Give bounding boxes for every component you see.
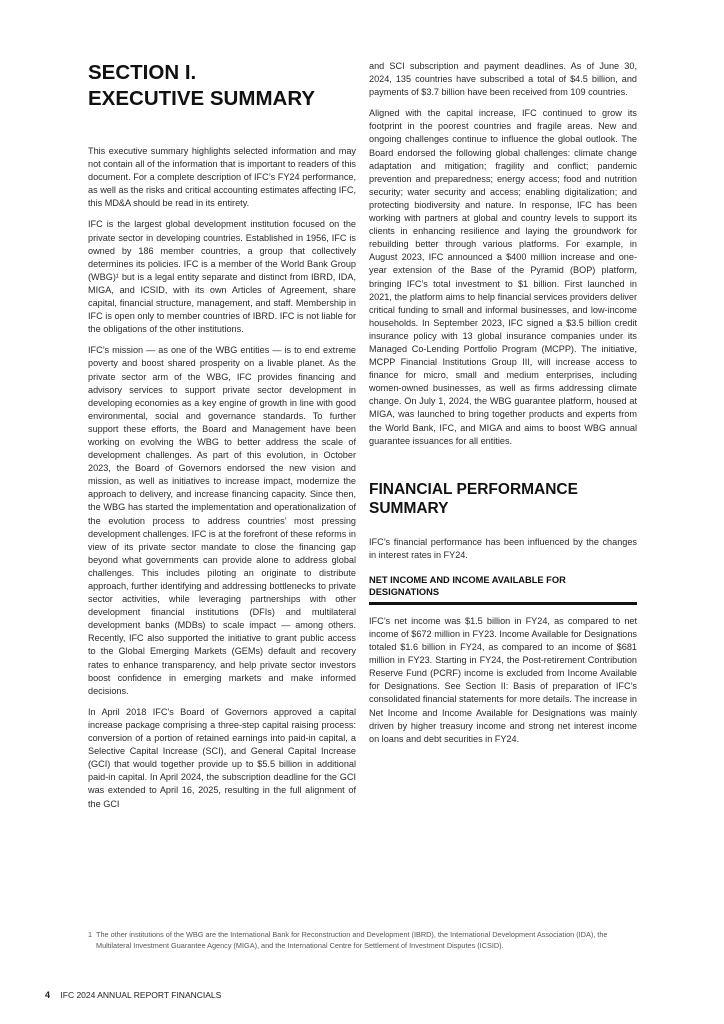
mission-paragraph: IFC’s mission — as one of the WBG entities — is to end extreme poverty and boost shared prosperity on a livable planet. As the private sector arm of the WBG, IFC provides financing and advisory services to support private sector development in developing economies as a key engine of growth in line with good environmental, social and governance standards. To further support these efforts, the Board and Management have been working on evolving the WBG to better address the scale of development challenges. As part of this evolution, in October 2023, the Board of Governors endorsed the new vision and mission, as well as initiatives to increase impact, modernize the approach to delivery, and increase financing capacity. Since then, the WBG has started the implementation and operationalization of the evolution process to address countries’ most pressing development challenges. IFC is at the forefront of these reforms in view of its private sector mandate to close the financing gap beyond what governments can provide alone to address global challenges. This includes piloting an originate to distribute approach, further identifying and addressing bottlenecks to private sector activities, while leveraging partnerships with other development financial institutions (DFIs) and multilateral development banks (MDBs) to scale impact — among others. Recently, IFC also supported the initiative to grant public access to the Global Emerging Markets (GEMs) default and recovery rates to enhance transparency, and help private sector investors boost confidence in emerging markets and make informed decisions. (88, 345, 356, 696)
net-income-heading (369, 574, 637, 605)
ifc-overview-paragraph: IFC is the largest global development institution focused on the private sector in developing countries. Established in 1956, IFC is owned by 186 member countries, a group that collectively determines its policies. IFC is a member of the World Bank Group (WBG)¹ but is a legal entity separate and distinct from IBRD, IDA, MIGA, and ICSID, with its own Articles of Agreement, share capital, financial structure, management, and staff. Membership in IFC is open only to member countries of IBRD. IFC is not liable for the obligations of the other institutions. (88, 219, 356, 335)
page-footer (45, 990, 221, 1000)
net-income-heading-line2: DESIGNATIONS (369, 587, 440, 598)
capital-increase-paragraph: In April 2018 IFC’s Board of Governors approved a capital increase package comprising a three-step capital raising process: conversion of a portion of retained earnings into paid-in capital, a Selective Capital Increase (SCI), and General Capital Increase (GCI) that would together provide up to $5.5 billion in additional paid-in capital. In April 2024, the subscription deadline for the GCI was extended to April 16, 2025, resulting in the full alignment of the GCI (88, 706, 356, 809)
net-income-heading-line1: NET INCOME AND INCOME AVAILABLE FOR (369, 574, 566, 585)
financial-performance-heading-line2: SUMMARY (369, 499, 449, 517)
financial-performance-heading-line1: FINANCIAL PERFORMANCE (369, 480, 578, 498)
capital-increase-continued-paragraph: and SCI subscription and payment deadlines. As of June 30, 2024, 135 countries have subscribed a total of $4.5 billion, and payments of $3.7 billion have been received from 109 countries. (369, 61, 637, 98)
footnote-text: The other institutions of the WBG are the International Bank for Reconstruction and Development (IBRD), the International Development Association (IDA), the Multilateral Investment Guarantee Agency (MIGA), and the International Centre for Settlement of Investment Disputes (ICSID). (96, 930, 608, 950)
section-title (88, 60, 356, 112)
financial-performance-heading (369, 480, 637, 518)
right-column (369, 60, 637, 754)
net-income-paragraph: IFC’s net income was $1.5 billion in FY24, as compared to net income of $672 million in FY23. Income Available for Designations totaled $1.6 billion in FY24, as compared to an income of $681 million in FY23. Starting in FY24, the Post-retirement Contribution Reserve Fund (PCRF) income is excluded from Income Available for Designations. See Section II: Basis of preparation of IFC’s consolidated financial statements for more details. The increase in Net Income and Income Available for Designations was mainly driven by higher treasury income and strong net interest income on loans and debt securities in FY24. (369, 615, 637, 744)
footnote-marker: 1 (88, 930, 93, 939)
footnote (88, 929, 628, 951)
section-title-line2: EXECUTIVE SUMMARY (88, 87, 316, 110)
left-column (88, 60, 356, 819)
publication-title: IFC 2024 ANNUAL REPORT FINANCIALS (60, 990, 222, 1000)
section-title-line1: SECTION I. (88, 61, 197, 84)
financial-performance-intro: IFC’s financial performance has been influenced by the changes in interest rates in FY24. (369, 536, 637, 560)
intro-paragraph: This executive summary highlights selected information and may not contain all of the information that is important to readers of this document. For a complete description of IFC’s FY24 performance, as well as the risks and critical accounting estimates affecting IFC, this MD&A should be read in its entirety. (88, 146, 356, 209)
page-number: 4 (45, 990, 51, 1000)
global-challenges-paragraph: Aligned with the capital increase, IFC continued to grow its footprint in the poorest countries and fragile areas. New and ongoing challenges continue to influence the global outlook. The Board endorsed the following global challenges: climate change adaptation and mitigation; fragility and conflict; pandemic prevention and preparedness; energy access; food and nutrition security; water security and access; enabling digitalization; and protecting biodiversity and nature. In response, IFC has been working with partners at global and country levels to support its clients in enhancing resilience and laying the groundwork for rebuilding better through various platforms. For example, in August 2023, IFC announced a $400 million increase and one-year extension of the Base of the Pyramid (BOP) platform, bringing IFC’s total investment to $1 billion. First launched in 2021, the platform aims to help financial services providers deliver critical funding to small and informal businesses, and low-income households. In September 2023, IFC signed a $3.5 billion credit insurance policy with 13 global insurance companies under its Managed Co-Lending Portfolio Program (MCPP). The initiative, MCPP Financial Institutions Group III, will increase access to finance for micro, small and medium enterprises, including women-owned businesses, as well as firms addressing climate change. On July 1, 2024, the WBG guarantee platform, housed at MIGA, was launched to bring together products and experts from the World Bank, IFC, and MIGA and aims to boost WBG annual guarantee issuances for all entities. (369, 108, 637, 446)
